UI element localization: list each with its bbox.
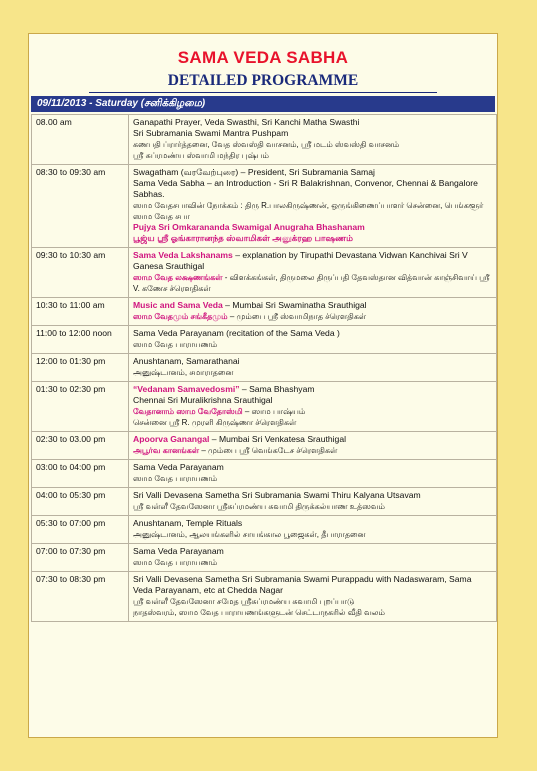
- schedule-details: [129, 248, 497, 298]
- session-speaker: – மும்பை ஸ்ரீ வெங்கடேச ச்ரௌதிகள்: [199, 446, 338, 455]
- schedule-line: Sri Subramania Swami Mantra Pushpam: [133, 128, 289, 138]
- schedule-row: [32, 544, 497, 572]
- schedule-row: [32, 326, 497, 354]
- schedule-line-tamil: ஸாம வேத பாராயணம்: [133, 558, 218, 567]
- programme-card: [28, 33, 498, 738]
- session-speaker: – மும்பை ஸ்ரீ ஸ்வாமிநாத ச்ரௌதிகள்: [227, 312, 367, 321]
- schedule-line: [133, 445, 492, 456]
- schedule-line-tamil: கணபதி ப்ரார்த்தனை, வேத ஸ்வஸ்தி வாசனம், ஸ்ரீ மடம் ஸ்வஸ்தி வாசனம்: [133, 140, 400, 149]
- schedule-row: [32, 248, 497, 298]
- schedule-time: 08.00 am: [32, 115, 129, 165]
- schedule-details: [129, 354, 497, 382]
- schedule-row: [32, 432, 497, 460]
- schedule-row: [32, 298, 497, 326]
- schedule-row: [32, 516, 497, 544]
- page-subtitle: DETAILED PROGRAMME: [167, 72, 359, 89]
- session-speaker: – Sama Bhashyam: [239, 384, 315, 394]
- session-speaker: – explanation by Tirupathi Devastana Vidwan Kanchivai Sri V Ganesa Srauthigal: [133, 250, 468, 271]
- schedule-line-tamil: அனுஷ்டானம், ஆலயங்களில் சாயங்கால பூஜைகள், தீபாராதனை: [133, 530, 366, 539]
- schedule-line: [133, 272, 492, 294]
- schedule-details: [129, 115, 497, 165]
- session-topic: Music and Sama Veda: [133, 300, 223, 310]
- schedule-time: 05:30 to 07:00 pm: [32, 516, 129, 544]
- schedule-time: 04:00 to 05:30 pm: [32, 488, 129, 516]
- schedule-row: [32, 460, 497, 488]
- schedule-line: Sama Veda Parayanam: [133, 546, 224, 556]
- session-topic: ஸாம வேத லக்ஷணங்கள்: [133, 273, 223, 282]
- schedule-line: [133, 434, 492, 445]
- schedule-time: 09:30 to 10:30 am: [32, 248, 129, 298]
- schedule-line: [133, 406, 492, 417]
- schedule-line-tamil: நாதஸ்வரம், ஸாம வேத பாராயணங்களுடன் செட்டாநகரில் வீதி வலம்: [133, 608, 385, 617]
- schedule-line: Ganapathi Prayer, Veda Swasthi, Sri Kanchi Matha Swasthi: [133, 117, 360, 127]
- session-speaker: – ஸாம பாஷ்யம்: [242, 407, 306, 416]
- schedule-time: 01:30 to 02:30 pm: [32, 382, 129, 432]
- schedule-line-tamil: ஸ்ரீ வள்ளீ தேவஸேனா சமேத ஸ்ரீசுப்ரமண்ய சுவாமி புறப்பாடு: [133, 597, 355, 606]
- schedule-details: [129, 298, 497, 326]
- schedule-row: [32, 115, 497, 165]
- schedule-time: 10:30 to 11:00 am: [32, 298, 129, 326]
- schedule-time: 07:30 to 08:30 pm: [32, 572, 129, 622]
- schedule-time: 08:30 to 09:30 am: [32, 165, 129, 248]
- session-speaker: - விளக்கங்கள், திருமலை திருப்பதி தேவஸ்தான வித்வான் காஞ்சிவாய் ஸ்ரீ V. கணேச ச்ரௌதிகள்: [133, 273, 490, 293]
- schedule-line-tamil: ஸாம வேதசபாவின் நோக்கம் : திரு R.பாலகிருஷ்ணன், ஒருங்கிணைப்பாளர் சென்னை, பெங்களூர் ஸாம வேத சபா: [133, 201, 484, 221]
- schedule-row: [32, 165, 497, 248]
- schedule-details: [129, 432, 497, 460]
- schedule-line: [133, 384, 492, 395]
- session-topic: வேதானாம் ஸாம வேதோஸ்மி: [133, 407, 243, 416]
- schedule-row: [32, 572, 497, 622]
- session-topic: Sama Veda Lakshanams: [133, 250, 233, 260]
- schedule-line: Pujya Sri Omkarananda Swamigal Anugraha Bhashanam: [133, 222, 365, 232]
- session-speaker: – Mumbai Sri Swaminatha Srauthigal: [222, 300, 367, 310]
- schedule-line: Sri Valli Devasena Sametha Sri Subramania Swami Thiru Kalyana Utsavam: [133, 490, 421, 500]
- schedule-details: [129, 460, 497, 488]
- session-topic: Apoorva Ganangal: [133, 434, 210, 444]
- schedule-line: Sama Veda Parayanam: [133, 462, 224, 472]
- session-topic: ஸாம வேதமும் சங்கீதமும்: [133, 312, 228, 321]
- page-title: SAMA VEDA SABHA: [177, 48, 349, 67]
- schedule-line: [133, 300, 492, 311]
- schedule-details: [129, 326, 497, 354]
- schedule-line: Anushtanam, Samarathanai: [133, 356, 240, 366]
- schedule-time: 03:00 to 04:00 pm: [32, 460, 129, 488]
- schedule-line: Sama Veda Sabha – an Introduction - Sri R Balakrishnan, Convenor, Chennai & Bangalore Sabhas.: [133, 178, 478, 199]
- schedule-row: [32, 382, 497, 432]
- schedule-line: Sri Valli Devasena Sametha Sri Subramania Swami Purappadu with Nadaswaram, Sama Veda Parayanam, etc at Chedda Nagar: [133, 574, 472, 595]
- session-topic: அபூர்வ கானங்கள்: [133, 446, 200, 455]
- schedule-time: 02:30 to 03.00 pm: [32, 432, 129, 460]
- schedule-line-tamil: சென்னை ஸ்ரீ R. முரளி கிருஷ்ணா ச்ரௌதிகள்: [133, 418, 297, 427]
- schedule-line: Chennai Sri Muralikrishna Srauthigal: [133, 395, 273, 405]
- schedule-details: [129, 572, 497, 622]
- schedule-details: [129, 516, 497, 544]
- schedule-line: பூஜ்ய ஸ்ரீ ஓங்காரானந்த ஸ்வாமிகள் அனுக்ரஹ பாஷணம்: [133, 233, 354, 243]
- schedule-time: 07:00 to 07:30 pm: [32, 544, 129, 572]
- session-topic: “Vedanam Samavedosmi”: [133, 384, 240, 394]
- schedule-line: Anushtanam, Temple Rituals: [133, 518, 243, 528]
- schedule-time: 11:00 to 12:00 noon: [32, 326, 129, 354]
- schedule-row: [32, 354, 497, 382]
- schedule-line-tamil: ஸாம வேத பாராயணம்: [133, 474, 218, 483]
- schedule-line-tamil: ஸாம வேத பாராயணம்: [133, 340, 218, 349]
- schedule-details: [129, 488, 497, 516]
- schedule-line-tamil: அனுஷ்டானம், சமாராதனை: [133, 368, 234, 377]
- schedule-line: [133, 311, 492, 322]
- schedule-line: [133, 250, 492, 272]
- schedule-line-tamil: ஸ்ரீ வள்ளீ தேவஸேனா ஸ்ரீசுப்ரமண்ய சுவாமி திருக்கல்யாண உத்ஸவம்: [133, 502, 385, 511]
- schedule-line: Sama Veda Parayanam (recitation of the Sama Veda ): [133, 328, 340, 338]
- schedule-details: [129, 382, 497, 432]
- day-header: 09/11/2013 - Saturday (சனிக்கிழமை): [31, 96, 495, 112]
- schedule-details: [129, 165, 497, 248]
- session-speaker: – Mumbai Sri Venkatesa Srauthigal: [209, 434, 347, 444]
- schedule-details: [129, 544, 497, 572]
- schedule-table: [31, 114, 497, 622]
- schedule-line-tamil: ஸ்ரீ சுப்ரமண்ய ஸ்வாமி மந்திர புஷ்பம்: [133, 151, 269, 160]
- schedule-row: [32, 488, 497, 516]
- title-underline: [89, 92, 437, 93]
- schedule-time: 12:00 to 01:30 pm: [32, 354, 129, 382]
- schedule-line: Swagatham (வரவேற்புரை) – President, Sri Subramania Samaj: [133, 167, 375, 177]
